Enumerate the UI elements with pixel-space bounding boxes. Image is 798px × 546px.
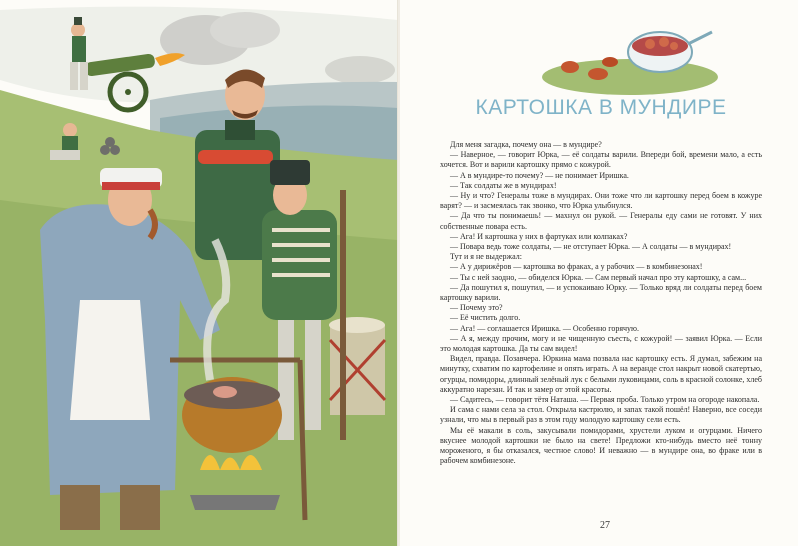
paragraph: И сама с нами села за стол. Открыла кастрюлю, и запах такой пошёл! Наверно, все соседи узнали, что мы в первый раз в этом году молодую картошку сели есть. xyxy=(440,405,762,425)
soldiers-cooking-illustration xyxy=(0,0,398,546)
paragraph: — Да пошутил я, пошутил, — и успокаиваю Юрку. — Только вряд ли солдаты перед боем картошку варили. xyxy=(440,282,762,303)
paragraph: — А у дирижёров — картошка во фраках, а у рабочих — в комбинезонах! xyxy=(450,262,703,272)
body-text xyxy=(440,140,762,467)
paragraph: — Так солдаты же в мундирах! xyxy=(450,180,557,190)
paragraph: — Ага! — соглашается Иришка. — Особенно горячую. xyxy=(450,323,640,333)
right-page xyxy=(400,0,798,546)
paragraph: Видел, правда. Позавчера. Юркина мама позвала нас картошку есть. Я думал, забежим на минутку, схватим по картофелине и опять играть. А на веранде стол накрыт новой скатертью, огурцы, помидоры, длинный зелёный лук с белыми луковицами, соль в красной солонке, хлеб аккуратно нарезан. И так и замер от этой красоты. xyxy=(440,354,762,394)
drum-icon xyxy=(329,317,385,415)
potato-pot-vignette xyxy=(540,22,720,102)
paragraph: Для меня загадка, почему она — в мундире? xyxy=(450,140,602,149)
paragraph: — Повара ведь тоже солдаты, — не отступает Юрка. — А солдаты — в мундирах! xyxy=(450,242,732,252)
paragraph: — Садитесь, — говорит тётя Наташа. — Первая проба. Только утром на огороде накопала. xyxy=(450,395,760,405)
paragraph: — Её чистить долго. xyxy=(450,313,521,323)
page-number: 27 xyxy=(600,520,610,531)
paragraph: — Наверное, — говорит Юрка, — её солдаты варили. Впереди бой, времени мало, а есть хочется. Вот и варили картошку прямо с кожурой. xyxy=(440,150,762,170)
paragraph: Мы её макали в соль, закусывали помидорами, хрустели луком и огурцами. Ничего вкуснее молодой картошки не было на свете! Предложи кто-нибудь вместо неё тонну мороженого, я бы отказался, честное слово! И неважно — в мундире она, во фраке или в рабочем комбинезоне. xyxy=(440,425,762,466)
paragraph: — Почему это? xyxy=(450,303,503,313)
paragraph: — Ты с ней заодно, — обиделся Юрка. — Сам первый начал про эту картошку, а сам... xyxy=(450,272,747,282)
paragraph: — А я, между прочим, могу и не чищенную съесть, с кожурой! — заявил Юрка. — Если это молодая картошка. Да ты сам видел! xyxy=(440,333,762,354)
chapter-title: КАРТОШКА В МУНДИРЕ xyxy=(475,96,727,119)
paragraph: — Ну и что? Генералы тоже в мундирах. Они тоже что ли картошку перед боем в кожуре варят? — и засмеялась так звонко, что Юрка улыбнулся. xyxy=(440,191,762,211)
paragraph: — Ага! И картошка у них в фартуках или колпаках? xyxy=(450,231,628,241)
paragraph: — А в мундире-то почему? — не понимает Иришка. xyxy=(450,170,629,180)
left-page xyxy=(0,0,398,546)
paragraph: — Да что ты понимаешь! — махнул он рукой. — Генералы еду сами не готовят. У них собственные повара есть. xyxy=(440,211,762,231)
paragraph: Тут и я не выдержал: xyxy=(450,252,522,262)
